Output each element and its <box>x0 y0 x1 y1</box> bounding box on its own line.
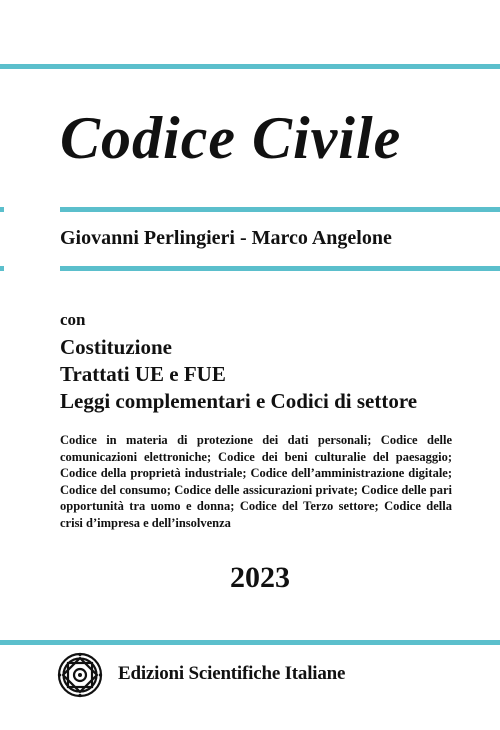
main-contents-list <box>60 334 417 415</box>
sector-codes-text: Codice in materia di protezione dei dati personali; Codice delle comunicazioni elettroniche; Codice dei beni culturalie del paesaggio; Codice della proprietà industriale; Codice dell’amministrazione digitale; Codice del consumo; Codice delle assicurazioni private; Codice delle pari opportunità tra uomo e donna; Codice del Terzo settore; Codice della crisi d’impresa e dell’insolvenza <box>60 433 452 530</box>
ornamental-knot-icon <box>57 652 103 698</box>
bottom-accent-bar <box>0 640 500 645</box>
top-accent-bar <box>0 64 500 69</box>
book-authors: Giovanni Perlingieri - Marco Angelone <box>60 227 392 249</box>
title-underline-bar <box>60 207 500 212</box>
authors-underline-bar <box>60 266 500 271</box>
left-accent-tick <box>0 207 4 212</box>
main-contents-item: Trattati UE e FUE <box>60 362 226 386</box>
book-title: Codice Civile <box>60 105 402 171</box>
main-contents-item: Leggi complementari e Codici di settore <box>60 389 418 413</box>
publisher-name: Edizioni Scientifiche Italiane <box>118 663 346 684</box>
left-accent-tick <box>0 266 4 271</box>
with-label: con <box>60 310 86 329</box>
edition-year: 2023 <box>230 561 290 594</box>
main-contents-item: Costituzione <box>60 335 172 359</box>
